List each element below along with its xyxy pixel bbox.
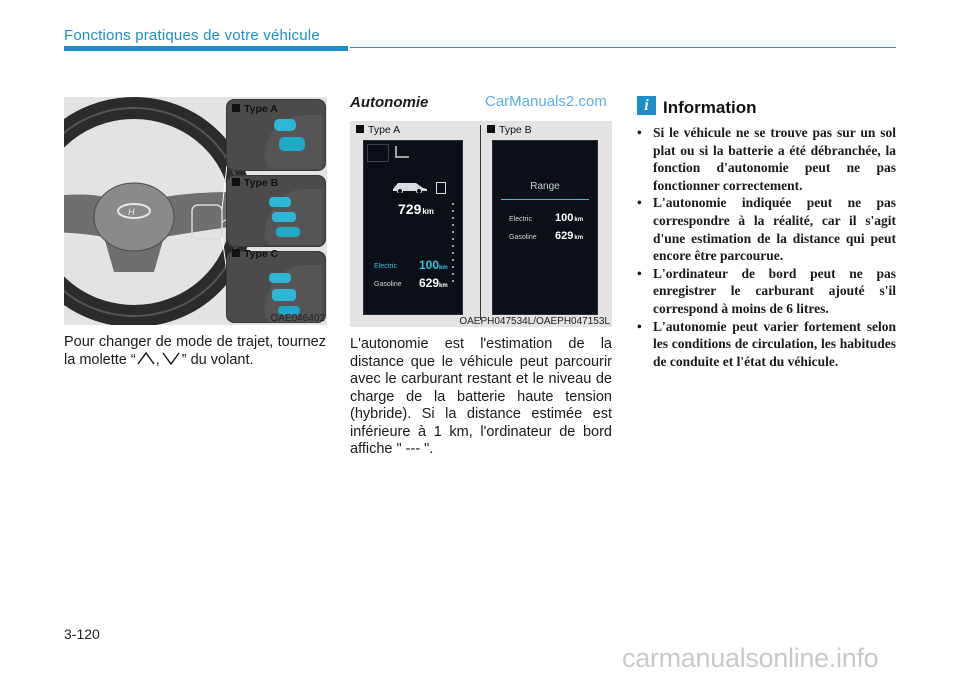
- screen-a-electric-label: Electric: [374, 263, 397, 270]
- list-item: • Si le véhicule ne se trouve pas sur un sol plat ou si la batterie a été débranchée, la fonction d'autonomie peut ne pas fonctionner correctement.: [637, 124, 896, 194]
- screen-a-total-unit: km: [422, 207, 434, 216]
- type-a-text: Type A: [244, 103, 278, 115]
- list-item: • L'autonomie peut varier fortement selon les conditions de circulation, les habitudes de conduite et l'état du véhicule.: [637, 318, 896, 371]
- square-bullet-icon: [356, 125, 364, 133]
- screen-a-gasoline-value: 629: [419, 276, 440, 290]
- screen-b-electric-value: 100: [555, 212, 574, 224]
- site-watermark: CarManuals2.com: [485, 93, 607, 110]
- screen-b-title: Range: [530, 181, 560, 192]
- screen-a-gasoline-label: Gasoline: [374, 281, 402, 288]
- page-number: 3-120: [64, 626, 100, 642]
- screen-b-electric-label: Electric: [509, 216, 532, 223]
- screen-a-electric-unit: km: [439, 265, 448, 271]
- chevron-up-icon: [136, 351, 156, 365]
- fuel-pump-icon: [436, 182, 446, 194]
- screen-b-gasoline-unit: km: [574, 235, 584, 241]
- screen-b-electric: [555, 212, 583, 224]
- figure-divider: [480, 125, 481, 320]
- screen-b-gasoline-label: Gasoline: [509, 234, 537, 241]
- paragraph-text-end: ” du volant.: [181, 352, 254, 368]
- square-bullet-icon: [232, 249, 240, 257]
- section-title: Autonomie: [350, 94, 429, 111]
- screen-a-total-value: 729: [398, 201, 422, 217]
- cluster-screen-a: [363, 140, 463, 315]
- drive-mode-paragraph: [64, 334, 326, 369]
- cluster-type-b-text: Type B: [499, 124, 532, 136]
- paragraph-text-start: Pour changer de mode de trajet, tournez la molette “: [64, 334, 326, 368]
- list-item: • L'ordinateur de bord peut ne pas enregistrer le carburant ajouté s'il correspond à moins de 6 litres.: [637, 265, 896, 318]
- cluster-type-a-text: Type A: [368, 124, 401, 136]
- cluster-figure: [350, 121, 612, 327]
- screen-a-total: [398, 201, 434, 217]
- type-c-label: [232, 248, 278, 260]
- screen-a-gasoline: [419, 276, 448, 290]
- info-icon: i: [637, 96, 656, 115]
- square-bullet-icon: [232, 178, 240, 186]
- info-title: Information: [663, 98, 757, 117]
- header-accent-bar: [64, 46, 348, 51]
- screen-b-gasoline-value: 629: [555, 230, 574, 242]
- screen-a-gasoline-unit: km: [439, 283, 448, 289]
- square-bullet-icon: [487, 125, 495, 133]
- screen-a-electric: [419, 258, 448, 272]
- figure-caption: OAE046402: [270, 313, 325, 324]
- list-item: • L'autonomie indiquée peut ne pas correspondre à la réalité, car il s'agit d'une estimation de la distance qui peut encore être parcourue.: [637, 194, 896, 264]
- cluster-type-b-label: [487, 124, 532, 136]
- footer-watermark: carmanualsonline.info: [622, 643, 879, 673]
- type-b-label: [232, 177, 278, 189]
- square-bullet-icon: [232, 104, 240, 112]
- screen-b-electric-unit: km: [574, 217, 584, 223]
- section-header-title: Fonctions pratiques de votre véhicule: [64, 27, 320, 44]
- screen-b-title-rule: [501, 199, 589, 200]
- steering-wheel-figure: [64, 97, 327, 325]
- type-b-text: Type B: [244, 177, 279, 189]
- screen-a-icon-box: [367, 144, 389, 162]
- cluster-screen-b: [492, 140, 598, 315]
- screen-a-electric-value: 100: [419, 258, 440, 272]
- type-a-label: [232, 103, 278, 115]
- screen-a-scale: [452, 203, 454, 283]
- chevron-down-icon: [160, 351, 182, 365]
- type-c-text: Type C: [244, 248, 279, 260]
- range-paragraph: L'autonomie est l'estimation de la distance que le véhicule peut parcourir avec le carburant restant et le niveau de charge de la batterie haute tension (hybride). Si la distance estimée est inférieure à 1 km, l'ordinateur de bord affiche " --- ".: [350, 336, 612, 457]
- steering-wheel-illustration: [64, 97, 327, 325]
- svg-text:H: H: [128, 207, 135, 217]
- info-list: [637, 124, 896, 370]
- screen-b-gasoline: [555, 230, 583, 242]
- header-rule: [350, 47, 896, 48]
- paragraph-separator: ,: [155, 352, 160, 368]
- cluster-figure-caption: OAEPH047534L/OAEPH047153L: [459, 316, 610, 327]
- eco-leaf-icon: [395, 146, 409, 158]
- car-icon: [390, 179, 430, 193]
- cluster-type-a-label: [356, 124, 400, 136]
